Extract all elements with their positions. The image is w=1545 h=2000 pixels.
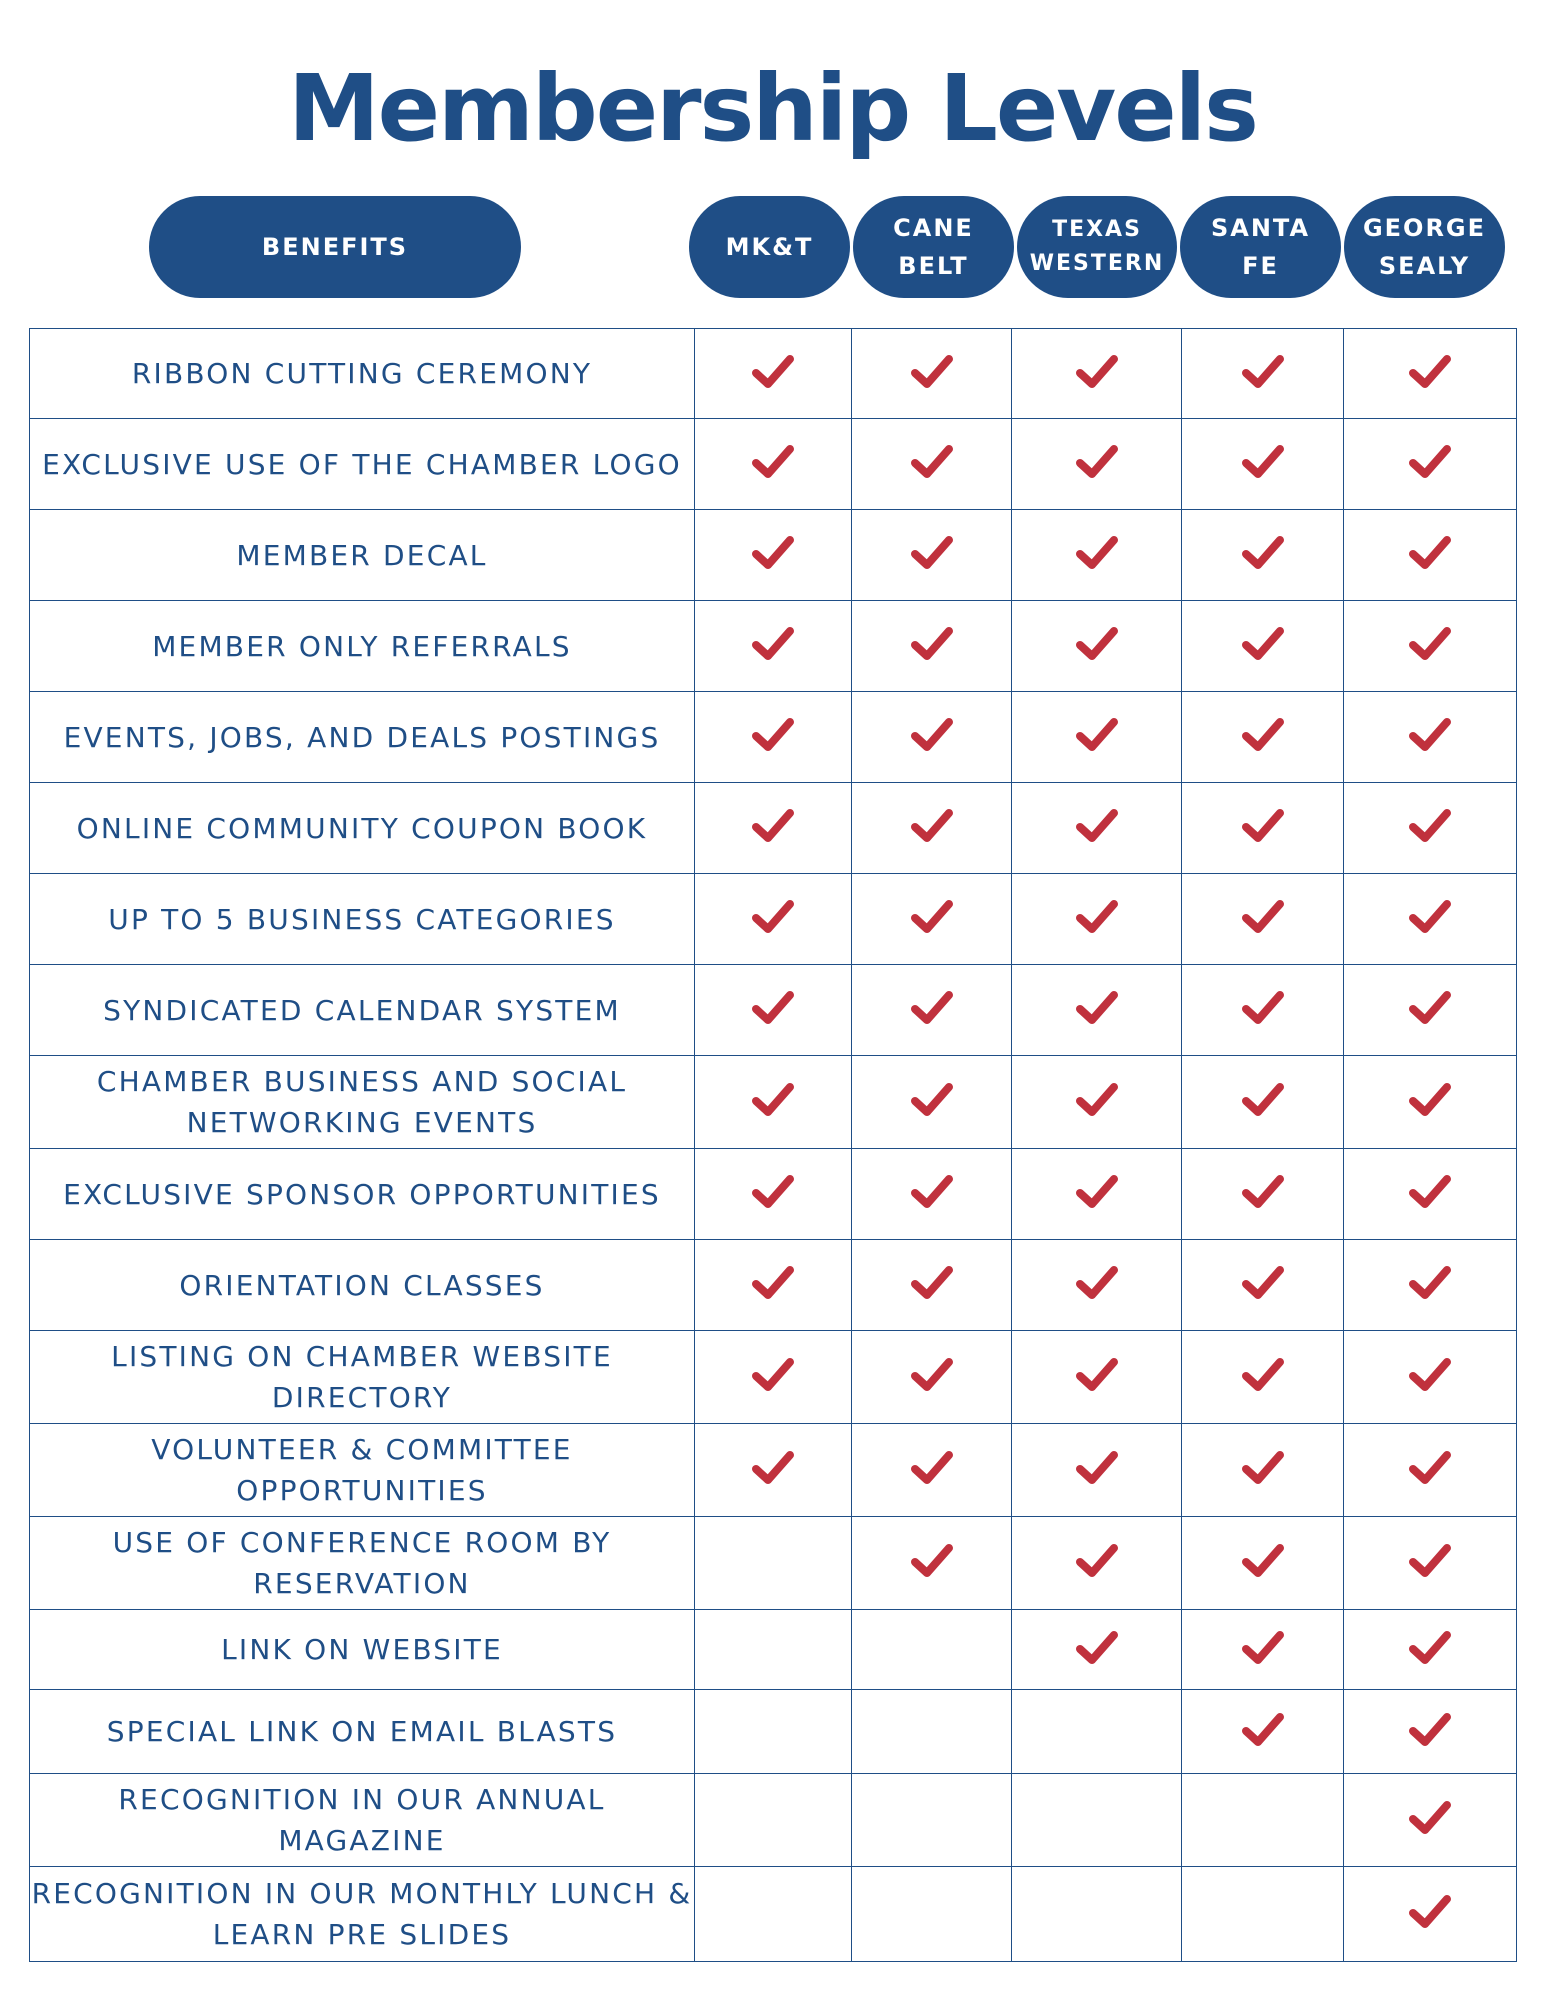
checkmark-icon (1075, 1629, 1119, 1667)
checkmark-icon (1075, 1173, 1119, 1211)
level-cell (1182, 1331, 1344, 1424)
level-cell (1012, 329, 1182, 419)
level-header-george-sealy (1344, 196, 1505, 298)
level-cell (1012, 965, 1182, 1056)
page-title: Membership Levels (288, 55, 1257, 162)
benefit-label: LISTING ON CHAMBER WEBSITE DIRECTORY (30, 1331, 695, 1424)
level-cell (1012, 1867, 1182, 1962)
level-cell (1182, 1149, 1344, 1240)
level-cell (1344, 1149, 1517, 1240)
level-cell (695, 1240, 852, 1331)
level-cell (1344, 1867, 1517, 1962)
level-cell (1012, 1774, 1182, 1867)
checkmark-icon (1408, 898, 1452, 936)
checkmark-icon (1075, 353, 1119, 391)
benefit-label: VOLUNTEER & COMMITTEE OPPORTUNITIES (30, 1424, 695, 1517)
checkmark-icon (751, 716, 795, 754)
checkmark-icon (910, 443, 954, 481)
benefit-label: LINK ON WEBSITE (30, 1610, 695, 1690)
level-cell (695, 692, 852, 783)
checkmark-icon (751, 1264, 795, 1302)
level-cell (695, 1610, 852, 1690)
checkmark-icon (1408, 1893, 1452, 1931)
checkmark-icon (1241, 898, 1285, 936)
level-header-cane-belt (853, 196, 1014, 298)
level-cell (1182, 1056, 1344, 1149)
level-cell (852, 1240, 1012, 1331)
benefit-label: MEMBER ONLY REFERRALS (30, 601, 695, 692)
checkmark-icon (1075, 443, 1119, 481)
level-cell (695, 874, 852, 965)
level-cell (1182, 1517, 1344, 1610)
level-cell (1012, 1690, 1182, 1774)
level-cell (852, 692, 1012, 783)
benefit-label: EXCLUSIVE USE OF THE CHAMBER LOGO (30, 419, 695, 510)
level-cell (1344, 1610, 1517, 1690)
checkmark-icon (1241, 716, 1285, 754)
checkmark-icon (1241, 807, 1285, 845)
level-cell (1012, 1424, 1182, 1517)
level-header-texas-western (1017, 196, 1177, 298)
benefit-label: UP TO 5 BUSINESS CATEGORIES (30, 874, 695, 965)
level-cell (852, 1610, 1012, 1690)
level-cell (695, 1867, 852, 1962)
checkmark-icon (1241, 1173, 1285, 1211)
table-row (30, 1331, 1517, 1424)
table-row (30, 692, 1517, 783)
level-cell (1182, 1240, 1344, 1331)
table-row (30, 1867, 1517, 1962)
level-cell (852, 1331, 1012, 1424)
checkmark-icon (751, 1081, 795, 1119)
level-cell (1182, 965, 1344, 1056)
level-cell (1344, 510, 1517, 601)
level-cell (1344, 601, 1517, 692)
level-cell (1344, 1690, 1517, 1774)
checkmark-icon (1408, 807, 1452, 845)
checkmark-icon (1408, 716, 1452, 754)
checkmark-icon (910, 1081, 954, 1119)
level-cell (1012, 1610, 1182, 1690)
checkmark-icon (751, 898, 795, 936)
level-header-label: MK&T (725, 233, 814, 261)
checkmark-icon (1408, 443, 1452, 481)
benefits-header-label: BENEFITS (261, 233, 409, 261)
level-cell (695, 1517, 852, 1610)
checkmark-icon (1241, 1629, 1285, 1667)
level-cell (1182, 1867, 1344, 1962)
level-header-label: SANTA FE (1210, 214, 1311, 280)
checkmark-icon (751, 1356, 795, 1394)
table-row (30, 1149, 1517, 1240)
checkmark-icon (751, 1449, 795, 1487)
level-cell (1344, 874, 1517, 965)
level-header-label: GEORGE SEALY (1362, 214, 1487, 280)
level-cell (852, 329, 1012, 419)
level-header-santa-fe (1180, 196, 1341, 298)
benefit-label: SYNDICATED CALENDAR SYSTEM (30, 965, 695, 1056)
level-cell (1182, 692, 1344, 783)
checkmark-icon (751, 625, 795, 663)
checkmark-icon (1408, 1173, 1452, 1211)
level-cell (695, 1424, 852, 1517)
level-cell (1182, 510, 1344, 601)
level-cell (1012, 419, 1182, 510)
checkmark-icon (751, 1173, 795, 1211)
checkmark-icon (1075, 989, 1119, 1027)
table-row (30, 874, 1517, 965)
level-cell (1182, 1690, 1344, 1774)
benefit-label: EXCLUSIVE SPONSOR OPPORTUNITIES (30, 1149, 695, 1240)
level-cell (1012, 1517, 1182, 1610)
benefit-label: RIBBON CUTTING CEREMONY (30, 329, 695, 419)
checkmark-icon (1241, 353, 1285, 391)
checkmark-icon (910, 353, 954, 391)
checkmark-icon (1075, 807, 1119, 845)
benefit-label: ORIENTATION CLASSES (30, 1240, 695, 1331)
level-cell (1344, 1056, 1517, 1149)
level-cell (852, 783, 1012, 874)
checkmark-icon (910, 625, 954, 663)
benefit-label: EVENTS, JOBS, AND DEALS POSTINGS (30, 692, 695, 783)
level-cell (852, 1424, 1012, 1517)
level-cell (695, 965, 852, 1056)
level-cell (695, 783, 852, 874)
level-cell (1012, 874, 1182, 965)
checkmark-icon (1241, 989, 1285, 1027)
benefit-label: SPECIAL LINK ON EMAIL BLASTS (30, 1690, 695, 1774)
benefit-label: RECOGNITION IN OUR ANNUAL MAGAZINE (30, 1774, 695, 1867)
level-cell (695, 419, 852, 510)
checkmark-icon (910, 534, 954, 572)
level-cell (1182, 329, 1344, 419)
checkmark-icon (1075, 1356, 1119, 1394)
level-cell (1344, 692, 1517, 783)
level-cell (1344, 965, 1517, 1056)
checkmark-icon (1075, 1081, 1119, 1119)
checkmark-icon (1075, 716, 1119, 754)
level-cell (852, 1056, 1012, 1149)
level-cell (1344, 419, 1517, 510)
level-cell (1182, 1774, 1344, 1867)
level-cell (695, 1149, 852, 1240)
checkmark-icon (751, 353, 795, 391)
checkmark-icon (1408, 1711, 1452, 1749)
checkmark-icon (1075, 1542, 1119, 1580)
checkmark-icon (751, 989, 795, 1027)
benefit-label: USE OF CONFERENCE ROOM BY RESERVATION (30, 1517, 695, 1610)
table-row (30, 1240, 1517, 1331)
level-header-label: CANE BELT (893, 214, 974, 280)
level-cell (1182, 601, 1344, 692)
level-cell (1182, 783, 1344, 874)
benefit-label: CHAMBER BUSINESS AND SOCIAL NETWORKING EVENTS (30, 1056, 695, 1149)
level-cell (1012, 692, 1182, 783)
level-cell (1344, 1424, 1517, 1517)
checkmark-icon (1408, 353, 1452, 391)
level-cell (852, 419, 1012, 510)
level-cell (1012, 1331, 1182, 1424)
checkmark-icon (1241, 1711, 1285, 1749)
checkmark-icon (910, 1542, 954, 1580)
checkmark-icon (1408, 1356, 1452, 1394)
level-cell (1012, 601, 1182, 692)
level-cell (1012, 783, 1182, 874)
level-cell (852, 601, 1012, 692)
level-cell (1344, 1517, 1517, 1610)
level-cell (1012, 1149, 1182, 1240)
table-row (30, 1774, 1517, 1867)
level-cell (695, 601, 852, 692)
level-cell (1344, 1774, 1517, 1867)
checkmark-icon (1241, 1449, 1285, 1487)
level-cell (1344, 783, 1517, 874)
benefit-label: MEMBER DECAL (30, 510, 695, 601)
table-row (30, 329, 1517, 419)
checkmark-icon (1241, 443, 1285, 481)
level-cell (695, 510, 852, 601)
table-row (30, 510, 1517, 601)
level-header-label: TEXAS WESTERN (1029, 217, 1165, 276)
checkmark-icon (1408, 1264, 1452, 1302)
checkmark-icon (1075, 1449, 1119, 1487)
level-cell (1344, 329, 1517, 419)
checkmark-icon (1408, 989, 1452, 1027)
level-header-mkt (689, 196, 850, 298)
table-row (30, 1610, 1517, 1690)
level-cell (1182, 1424, 1344, 1517)
checkmark-icon (1408, 1081, 1452, 1119)
checkmark-icon (910, 1173, 954, 1211)
level-cell (852, 1867, 1012, 1962)
table-row (30, 1424, 1517, 1517)
level-cell (852, 874, 1012, 965)
table-row (30, 965, 1517, 1056)
checkmark-icon (751, 534, 795, 572)
level-cell (1344, 1240, 1517, 1331)
checkmark-icon (1075, 625, 1119, 663)
benefit-label: RECOGNITION IN OUR MONTHLY LUNCH & LEARN PRE SLIDES (30, 1867, 695, 1962)
checkmark-icon (910, 898, 954, 936)
level-cell (1012, 510, 1182, 601)
level-cell (695, 1331, 852, 1424)
level-cell (852, 1774, 1012, 1867)
level-cell (1344, 1331, 1517, 1424)
checkmark-icon (1241, 1542, 1285, 1580)
checkmark-icon (1075, 898, 1119, 936)
benefit-label: ONLINE COMMUNITY COUPON BOOK (30, 783, 695, 874)
level-cell (1182, 874, 1344, 965)
benefits-table (29, 328, 1517, 1962)
level-cell (695, 1774, 852, 1867)
checkmark-icon (910, 1264, 954, 1302)
benefits-header-pill (149, 196, 521, 298)
table-row (30, 783, 1517, 874)
level-cell (852, 510, 1012, 601)
checkmark-icon (1241, 1264, 1285, 1302)
checkmark-icon (910, 1356, 954, 1394)
checkmark-icon (1408, 1449, 1452, 1487)
checkmark-icon (751, 443, 795, 481)
checkmark-icon (1408, 1629, 1452, 1667)
level-cell (852, 1149, 1012, 1240)
checkmark-icon (1075, 534, 1119, 572)
checkmark-icon (1408, 534, 1452, 572)
level-cell (852, 965, 1012, 1056)
level-cell (1012, 1240, 1182, 1331)
checkmark-icon (1241, 1356, 1285, 1394)
level-cell (852, 1517, 1012, 1610)
level-cell (695, 329, 852, 419)
checkmark-icon (1241, 625, 1285, 663)
table-row (30, 1517, 1517, 1610)
checkmark-icon (1241, 1081, 1285, 1119)
level-cell (695, 1056, 852, 1149)
checkmark-icon (1408, 1542, 1452, 1580)
checkmark-icon (1408, 1799, 1452, 1837)
checkmark-icon (910, 807, 954, 845)
table-row (30, 1056, 1517, 1149)
checkmark-icon (751, 807, 795, 845)
checkmark-icon (910, 716, 954, 754)
level-cell (695, 1690, 852, 1774)
checkmark-icon (910, 1449, 954, 1487)
level-cell (852, 1690, 1012, 1774)
level-cell (1182, 419, 1344, 510)
table-row (30, 419, 1517, 510)
checkmark-icon (910, 989, 954, 1027)
level-cell (1182, 1610, 1344, 1690)
checkmark-icon (1408, 625, 1452, 663)
table-row (30, 1690, 1517, 1774)
checkmark-icon (1241, 534, 1285, 572)
checkmark-icon (1075, 1264, 1119, 1302)
level-cell (1012, 1056, 1182, 1149)
table-row (30, 601, 1517, 692)
